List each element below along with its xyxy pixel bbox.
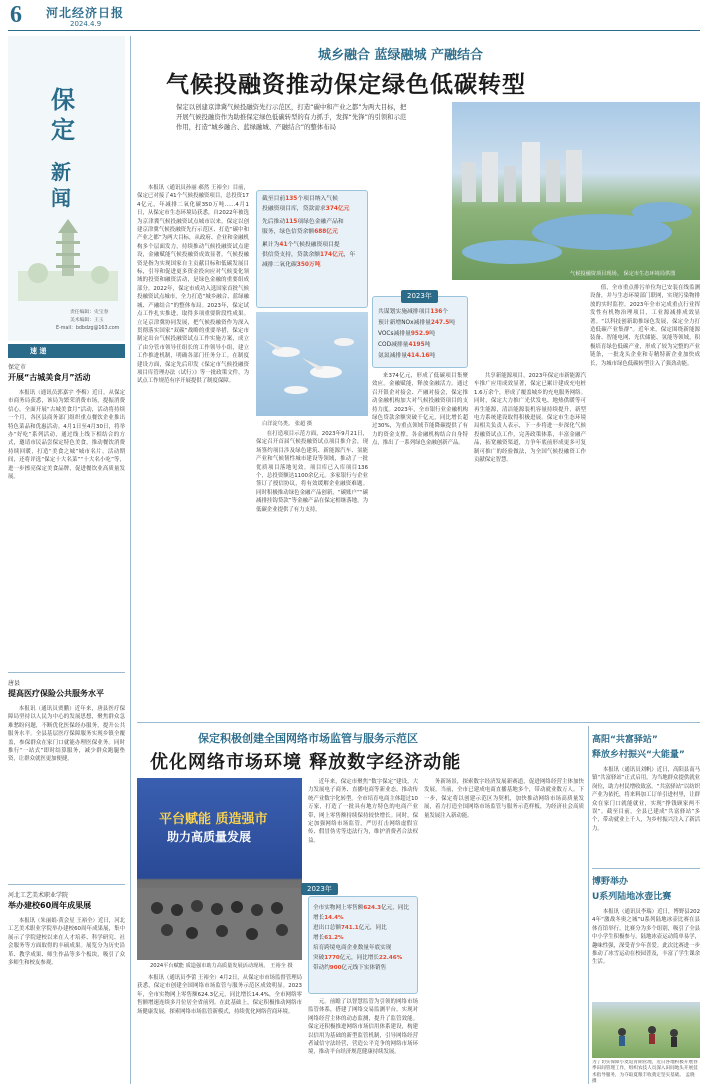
caption-credit: 张超 摄 [294,421,313,427]
caption-text: 2024平台赋能 质造强市助力高质量发展活动现场。 [150,963,269,969]
main-body-col3: 来374亿元，形成了低碳项目集聚效应。金融赋能，释放金融活力。通过召开银企对接会、产融对接会，保定推动金融机构加大对气候投融资项目的支持力度。2023年，全市银行业金融机构绿色贷款余额突破千亿元，同比增长超过30%，为重点领域节能降碳提供了有力的资金支撑。各金融机构结合自身特点，推出了一系列绿色金融创新产品。 [372,373,468,447]
column-divider [130,36,131,1084]
left-brief-1 [8,362,125,651]
brief-body: 本报讯（通讯员刘帆）近日，高阳县南马镇“共富驿站”正式启用，为当地群众提供就业岗位，助力村民增收致富。“共富驿站”以纺织产业为依托，将来料加工订单引进村里，让群众在家门口就能就业，实现“挣钱顾家两不误”。截至目前，全县已建成“共富驿站”多个，带动就业上千人，为乡村振兴注入了新活力。 [592,767,700,832]
section-name-4: 闻 [51,186,71,210]
section-name-1: 保 [51,86,75,114]
event-banner-1: 平台赋能 质造强市 [159,812,268,827]
market-headline: 优化网络市场环境 释放数字经济动能 [150,752,462,773]
left-brief-3 [8,890,125,1087]
brief-pre: 唐县 [8,680,21,687]
market-kicker: 保定积极创建全国网络市场监管与服务示范区 [198,732,418,745]
brief-divider [8,672,125,673]
masthead [0,0,708,32]
brief-body: 本报讯（朱丽娟·黄会星 王裕全）近日，河北工艺美术职业学院举办建校60周年成果展，集中展示了学院建校以来在人才培养、科学研究、社会服务等方面取得的丰硕成果。展览分为历史沿革、教学成果、师生作品等多个板块，吸引了众多师生和校友参观。 [8,918,125,967]
brief-divider [8,884,125,885]
photo-birds-caption [262,420,312,427]
brief-pre: 高阳“共富驿站” [592,735,658,745]
brief-label-bar [8,344,125,358]
market-body-col1: 本报讯（通讯员李蕾 王裕全）4月2日，从保定市市场监督管理局获悉，保定市创建全国网络市场监管与服务示范区成效明显。2023年，全市实物网上零售额624.3亿元，同比增长14.4%，全市网络零售额增速连续多月位居全省前列。在此基础上，保定积极推动网络市场健康发展，探索网络市场监管新模式，持续优化网络营商环境。 [137,975,302,1015]
stat-box-1: 截至目前135个项目纳入气候 投融资项目库，贷款需求374亿元 先后推动115项绿色金融产品和 服务，绿色信贷余额688亿元 累计为41个气候投融资项目提 供信贷支持，贷款余额174亿元，年 减排二氧化碳350万吨 [256,190,368,308]
story-divider [137,722,700,723]
designer-credit: 美术编辑：王玉 [70,318,104,323]
caption-credit: 孟晓 摄 [592,1072,695,1085]
main-headline: 气候投融资推动保定绿色低碳转型 [166,72,526,98]
contact-email: E-mail：bdbdzg@163.com [56,326,120,331]
right-brief-1 [592,732,700,866]
caption-text: 为了切实保障小麦返青期管理，近日各地积极开展春季田间管理工作，组织农技人员深入田间地头开展技术指导服务，为夺取夏粮丰收奠定坚实基础。 [592,1060,698,1078]
left-brief-2 [8,678,125,895]
photo-event [137,778,302,960]
brief-body: 本报讯（通讯员李瑞）近日，博野县2024年“激战冬奥之城”U系列陆地冰壶比赛在县体育馆举行。比赛分为多个组别，吸引了全县中小学生积极参与。陆地冰壶运动简单易学，趣味性强，深受青少年喜爱。此次比赛进一步推动了冰雪运动在校园普及，丰富了学生课余生活。 [592,909,700,966]
brief-pre: 博野举办 [592,877,629,887]
page-number: 6 [10,2,22,28]
editor-credit: 责任编辑：史宝春 [70,310,109,315]
caption-credit: 王裕全 摄 [270,963,293,969]
stat-box-2: 2023年 共谋划实施减排项目136个 预计新增NOx减排量247.5吨 VOCs减排量952.9吨 COD减排量4195吨 氨氮减排量414.16吨 [372,296,468,368]
photo-event-caption [150,962,293,969]
main-kicker: 城乡融合 蓝绿融城 产融结合 [318,48,484,63]
brief-label: 速 递 [30,347,47,355]
brief-body: 本报讯（通讯员郭嘉宇 李梅）近日，从保定市商务局获悉，该局为繁荣消费市场，提振消费信心，全面开展“古城美食月”活动，活动将持续一个月，各区县商务部门组织重点餐饮企业推出特色菜品和优惠活动。4月1日至4月30日，将举办“好吃”系列活动，通过线上线下相结合的方式，邀请市民品尝保定特色美食，推动餐饮消费持续回暖，打造“美食之城”城市名片。活动期间，还将评选“保定十大名菜”“十大名小吃”等，进一步擦亮保定美食品牌，促进餐饮业高质量发展。 [8,390,125,481]
market-stat-box: 2023年 全市实物网上零售额624.3亿元，同比增长14.4% 进出口总额741.1亿元，同比 增长61.2% 培育跨境电商企业数量年底实现 突破1770亿元，同比增长22.46% 带动约900亿元线下实体销售 [308,896,418,994]
event-banner-2: 助力高质量发展 [167,830,252,844]
column-divider [588,726,589,1084]
pagoda-illustration [18,211,118,301]
main-body-col4: 共享新能源项目，2023年保定市新能源汽车推广应用成效显著，保定已累计建成充电桩1.6万余个，形成了覆盖城乡的充电服务网络。同时，保定大力推广光伏发电、地热供暖等可再生能源，清洁能源装机容量持续提升，新型电力系统建设取得积极进展。保定市生态环境局相关负责人表示，下一步将进一步深化气候投融资试点工作，完善政策体系，丰富金融产品，拓宽融资渠道，力争年底前形成更多可复制可推广的经验做法，为全国气候投融资工作贡献保定智慧。 [474,373,586,464]
brief-title: U系列陆地冰壶比赛 [592,892,672,902]
photo-landscape [452,102,700,280]
section-title-block [8,36,125,341]
paper-name: 河北经济日报 [46,6,125,20]
brief-pre: 保定市 [8,364,27,371]
main-body-col2: 在打造项目示范方面，2023年9月21日，保定召开首届气候投融资试点项目推介会，现场签约项目涉及绿色建筑、新能源汽车、氢能产业和气候韧性城市建设等领域，推动了一批优质项目落地见效。项目库已入库项目136个，总投资额达1100余亿元。多家银行与企业签订了授信协议，将有效缓解企业融资难题。同时积极推动绿色金融产品创新，“碳账户”“碳减排挂钩贷款”等金融产品在保定相继落地，为低碳企业提供了有力支持。 [256,431,368,513]
brief-title: 释放乡村振兴“大能量” [592,750,685,760]
photo-birds [256,312,368,416]
stat-year-tag: 2023年 [301,883,338,895]
section-name-3: 新 [51,160,71,184]
issue-date: 2024.4.9 [70,20,102,28]
brief-title: 提高医疗保险公共服务水平 [8,689,104,698]
brief-pre: 河北工艺美术职业学院 [8,892,69,899]
photo-farmland-caption [592,1060,700,1086]
brief-body: 本报讯（通讯员贾鹏）近年来，唐县医疗保障局坚持以人民为中心的发展思想，聚焦群众急难愁盼问题，不断优化医保经办服务，提升公共服务水平。全县基层医疗保障服务实现乡镇全覆盖，参保群众在家门口就能办理医保业务。同时推行“一站式”即时结算服务，减少群众跑腿垫资，让群众就医更加便捷。 [8,706,125,763]
masthead-divider [8,30,700,31]
caption-text: 白洋淀鸟类。 [262,421,294,427]
photo-farmland [592,1002,700,1058]
caption-text: 气候投融资项目现场。 [570,271,622,277]
stat-year-tag: 2023年 [401,290,438,303]
caption-credit: 保定市生态环境局供图 [623,271,676,277]
brief-title: 开展“古城美食月”活动 [8,373,91,382]
section-name-2: 定 [51,116,75,144]
market-body-col3: 元。前瞻了以智慧监管为引领的网络市场监管体系，搭建了网络交易监测平台，实现对网络经营主体的动态监测，提升了监管效能。保定还积极推进网络市场信用体系建设，构建以信用为基础的新型监管机制，引导网络经营者诚信守法经营，营造公平竞争的网络市场环境，推动平台经济规范健康持续发展。 [308,999,418,1056]
main-lead: 保定以创建京津冀气候投融资先行示范区，打造“碳中和产业之都”为两大目标，把开展气候投融资作为助推保定绿色低碳转型的有力抓手，发挥“先锋”的引领和示范作用，打造“城乡融合、蓝绿融城、产融结合”的整体布局 [176,103,407,131]
right-brief-2 [592,874,700,1004]
market-body-col2: 近年来，保定市聚焦“数字保定”建设，大力发展电子商务、直播电商等新业态，推动传统产业数字化转型。全市培育电商主体超过10万家，打造了一批具有地方特色的电商产业带，网上零售额持续保持较快增长。同时，保定加强网络市场监管，严厉打击网络虚假宣传、假冒伪劣等违法行为，维护消费者合法权益。 [308,779,418,844]
photo-caption [570,270,675,277]
main-body-col1: 本报讯（通讯员孙丽 郝然 王裕全）目前，保定已对接了41个气候投融资项目，总投资174亿元，年减排二氧化碳350万吨……4月1日，从保定市生态环境局获悉，自2022年被选为京津冀气候投融资试点城市以来，保定以创建京津冀气候投融资先行示范区、打造“碳中和产业之都”为两大目标，从政府、企业和金融机构多个层面发力，持续推动气候投融资试点建设，金融赋能气候投融资成效显著。气候投融资是指为实现国家自主贡献目标和低碳发展目标，引导和促进更多资金投向应对气候变化领域的投资和融资活动，是绿色金融的重要组成部分。2022年，保定市成功入选国家首批气候投融资试点城市，全力打造“城乡融合、蓝绿融城、产融结合”的整体布局。2023年，保定试点工作扎实推进，取得多项重要阶段性成果。立足京津冀协同发展，把气候投融资作为深入贯彻落实国家“双碳”战略的重要举措，保定市制定出台气候投融资试点工作实施方案，成立了由分管市领导任组长的工作领导小组，建立工作推进机制，明确各部门任务分工。在制度建设方面，保定先后印发《保定市气候投融资项目库管理办法（试行）》等一批政策文件，为试点工作规范有序开展提供了制度保障。 [137,185,249,385]
market-body-col4: 务新场景，探索数字经济发展新赛道，促进网络经营主体加快发展。当前，全市已建成电商直播基地多个，带动就业数万人。下一步，保定将以创建示范区为契机，加快推动网络市场高质量发展，着力打造全国网络市场监管与服务示范样板，为经济社会高质量发展注入新动能。 [424,779,584,819]
brief-title: 举办建校60周年成果展 [8,901,92,910]
main-body-col5: 值，全市重点排污单位均已安装在线监测设备，并与生态环境部门联网，实现污染物排放的实时监控。2023年全市完成重点行业挥发性有机物治理项目，工业源减排成效显著。“以科技创新助推绿色发展，保定全力打造低碳产业集群”。近年来，保定围绕新能源装备、智能电网、光伏储能、氢能等领域，积极培育绿色低碳产业，形成了较为完整的产业链条，一批龙头企业和专精特新企业加快成长，为城市绿色低碳转型注入了强劲动能。 [590,285,700,367]
brief-divider [592,868,700,869]
